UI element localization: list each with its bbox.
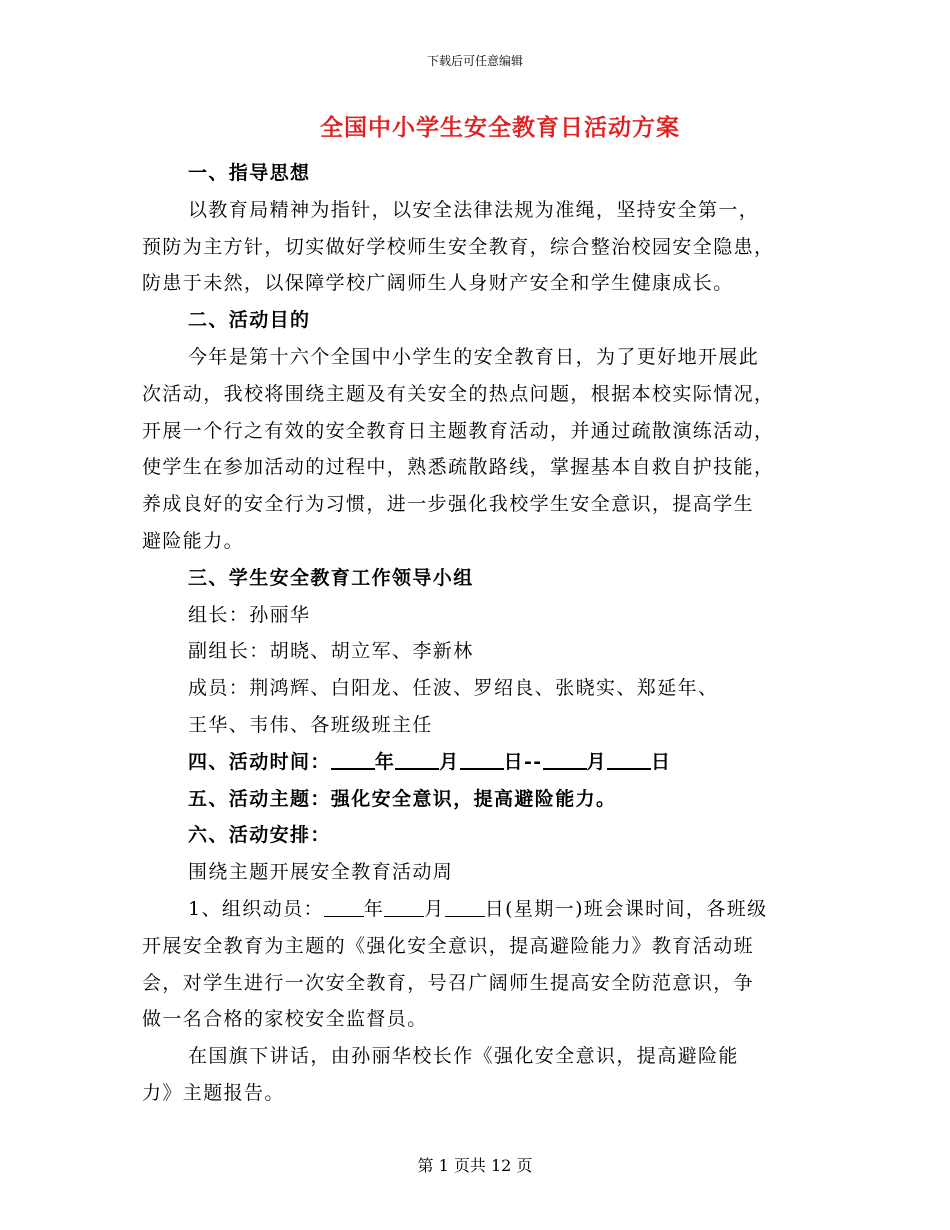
group-leader: 组长：孙丽华 bbox=[188, 603, 311, 626]
blank-field bbox=[324, 894, 364, 917]
paragraph-line: 避险能力。 bbox=[142, 529, 245, 552]
speech-line-continued: 力》主题报告。 bbox=[142, 1081, 285, 1104]
section-activity-theme: 五、活动主题：强化安全意识，提高避险能力。 bbox=[188, 787, 617, 810]
section-activity-time bbox=[142, 744, 812, 781]
document-body bbox=[142, 155, 812, 1112]
paragraph-line: 预防为主方针，切实做好学校师生安全教育，综合整治校园安全隐患， bbox=[142, 235, 775, 258]
speech-line: 在国旗下讲话，由孙丽华校长作《强化安全意识，提高避险能 bbox=[188, 1045, 739, 1068]
item-text: 日(星期一)班会课时间，各班级 bbox=[484, 897, 768, 920]
header-note: 下载后可任意编辑 bbox=[426, 54, 523, 68]
section-heading-arrangements: 六、活动安排： bbox=[188, 824, 331, 847]
arrangement-subtitle: 围绕主题开展安全教育活动周 bbox=[188, 861, 454, 884]
blank-field bbox=[395, 746, 439, 770]
paragraph-line: 开展一个行之有效的安全教育日主题教育活动，并通过疏散演练活动， bbox=[142, 419, 775, 442]
section-heading-leadership-group: 三、学生安全教育工作领导小组 bbox=[188, 566, 474, 589]
group-members: 成员：荆鸿辉、白阳龙、任波、罗绍良、张晓实、郑延年、 bbox=[188, 677, 719, 700]
activity-time-label: 四、活动时间： bbox=[188, 750, 331, 773]
paragraph-line: 以教育局精神为指针，以安全法律法规为准绳，坚持安全第一， bbox=[188, 198, 760, 221]
paragraph-line: 次活动，我校将围绕主题及有关安全的热点问题，根据本校实际情况， bbox=[142, 382, 775, 405]
paragraph-line: 防患于未然，以保障学校广阔师生人身财产安全和学生健康成长。 bbox=[142, 272, 734, 295]
group-members-continued: 王华、韦伟、各班级班主任 bbox=[188, 713, 433, 736]
page-footer: 第 1 页共 12 页 bbox=[417, 1156, 533, 1175]
section-heading-purpose: 二、活动目的 bbox=[188, 309, 311, 332]
item-label: 1、组织动员： bbox=[188, 897, 324, 920]
paragraph-line: 会，对学生进行一次安全教育，号召广阔师生提高安全防范意识，争 bbox=[142, 971, 755, 994]
blank-field bbox=[543, 746, 587, 770]
blank-field bbox=[445, 894, 485, 917]
paragraph-line: 今年是第十六个全国中小学生的安全教育日，为了更好地开展此 bbox=[188, 345, 760, 368]
blank-field bbox=[607, 746, 651, 770]
month-label: 月 bbox=[586, 750, 608, 773]
document-title: 全国中小学生安全教育日活动方案 bbox=[320, 114, 680, 141]
day-label: 日-- bbox=[503, 750, 543, 773]
paragraph-line: 使学生在参加活动的过程中，熟悉疏散路线，掌握基本自救自护技能， bbox=[142, 456, 775, 479]
group-vice-leaders: 副组长：胡晓、胡立军、李新林 bbox=[188, 640, 474, 663]
blank-field bbox=[331, 746, 375, 770]
arrangement-item-1 bbox=[142, 891, 812, 928]
blank-field bbox=[384, 894, 424, 917]
year-label: 年 bbox=[374, 750, 396, 773]
day-label: 日 bbox=[651, 750, 672, 773]
paragraph-line: 养成良好的安全行为习惯，进一步强化我校学生安全意识，提高学生 bbox=[142, 493, 755, 516]
section-heading-guiding-ideology: 一、指导思想 bbox=[188, 162, 311, 184]
paragraph-line: 做一名合格的家校安全监督员。 bbox=[142, 1008, 428, 1031]
year-label: 年 bbox=[363, 897, 385, 920]
month-label: 月 bbox=[424, 897, 445, 920]
blank-field bbox=[460, 746, 504, 770]
month-label: 月 bbox=[439, 750, 460, 773]
paragraph-line: 开展安全教育为主题的《强化安全意识，提高避险能力》教育活动班 bbox=[142, 934, 755, 957]
